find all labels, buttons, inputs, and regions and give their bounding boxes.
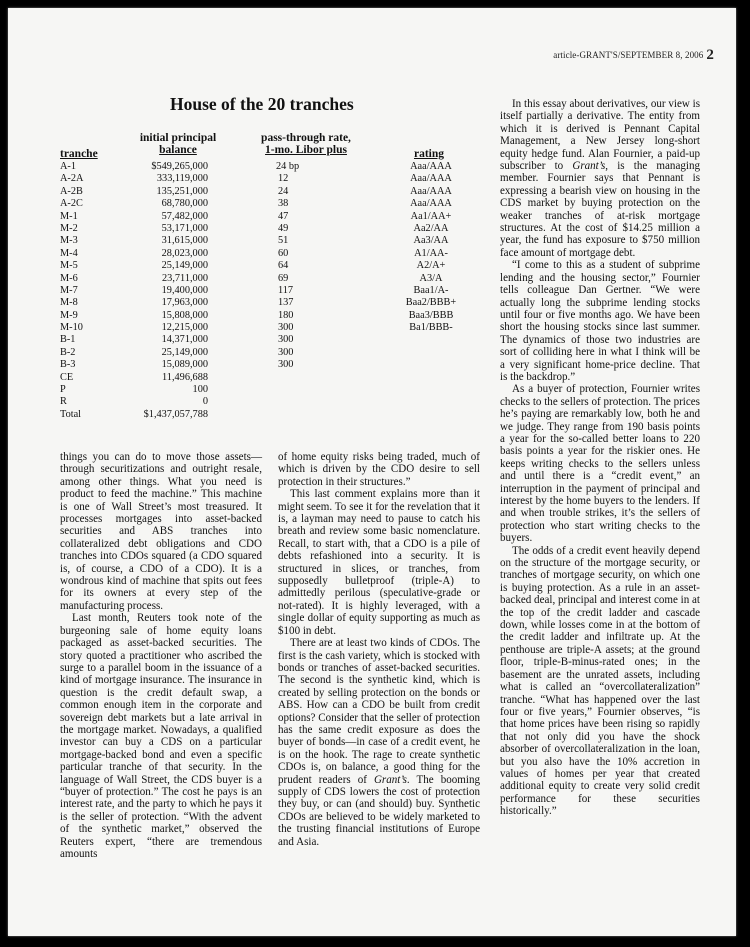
cell-rate: 117 xyxy=(278,284,294,296)
cell-rating: Baa2/BBB+ xyxy=(405,297,457,309)
cell-tranche: M-9 xyxy=(60,309,78,321)
table-row xyxy=(60,211,480,223)
col-header-rate-line1: pass-through rate, xyxy=(261,132,351,144)
running-header xyxy=(553,46,714,63)
paragraph-text: There are at least two kinds of CDOs. The first is the cash variety, which is stocked with bonds or tranches of asset-backed securities. The second is the synthetic kind, which is created by selling protection on the bonds or ABS. How can a CDO be built from credit options? Consider that the seller of protection has the same credit exposure as does the buyer of bonds—in case of a credit event, he is on the hook. The rage to create synthetic CDOs is, on balance, a good thing for the prudent readers of xyxy=(278,637,480,786)
paragraph: This last comment explains more than it might seem. To see it for the revelation that it is, a layman may need to pause to catch his breath and review some basic nomenclature. Recall, to start with, that a CDO is a pile of debts refashioned into a security. It is structured in slices, or tranches, from supposedly bulletproof (triple-A) to admittedly perilous (speculative-grade or not-rated). It is highly leveraged, with a single dollar of equity supporting as much as $100 in debt. xyxy=(278,488,480,637)
cell-rate: 24 bp xyxy=(276,161,300,172)
col-header-rate xyxy=(248,132,364,156)
cell-rate: 300 xyxy=(278,359,294,371)
table-row xyxy=(60,173,480,185)
publication-name: Grant’s xyxy=(373,773,407,786)
table-row xyxy=(60,322,480,334)
cell-rate: 300 xyxy=(278,322,294,334)
table-row xyxy=(60,396,480,408)
cell-rate: 24 xyxy=(278,185,289,197)
cell-balance: 23,711,000 xyxy=(162,272,208,284)
cell-balance: 15,089,000 xyxy=(161,359,208,371)
cell-rate: 64 xyxy=(278,260,289,272)
paragraph: As a buyer of protection, Fournier writes checks to the sellers of protection. The prices he’s paying are remarkably low, both he and we judge. They range from 190 basis points a year for the so-called better loans to 220 basis points a year for the riskier ones. He keeps writing checks to the sellers unless and until there is a “credit event,” an interruption in the payment of principal and interest by the home buyers to the lenders. If and when trouble strikes, it’s the sellers of protection who start writing checks to the buyers. xyxy=(500,383,700,545)
col-header-balance-line2: balance xyxy=(159,144,197,156)
cell-rating: A2/A+ xyxy=(416,260,446,272)
running-head-text: article-GRANT'S/SEPTEMBER 8, 2006 xyxy=(553,50,704,60)
cell-tranche: M-2 xyxy=(60,222,78,234)
page-number: 2 xyxy=(706,47,714,63)
text-column-2 xyxy=(278,451,480,848)
cell-rating: Aa2/AA xyxy=(413,222,449,234)
cell-tranche: M-6 xyxy=(60,272,78,284)
table-row xyxy=(60,161,480,173)
table-title: House of the 20 tranches xyxy=(170,94,354,114)
cell-balance: 135,251,000 xyxy=(156,185,208,197)
cell-rating: A3/A xyxy=(419,272,443,284)
cell-rate: 300 xyxy=(278,346,294,358)
paragraph-text: , is the managing member. Fournier says that Pennant is expressing a bearish view on housing in the CDS market by buying protection on the weaker tranches of at-risk mortgage structures. At the cost of $14.25 million a year, the fund has exposure to $750 million face amount of mortgage debt. xyxy=(500,160,700,259)
paragraph: Last month, Reuters took note of the burgeoning sale of home equity loans packaged as asset-backed securities. The story quoted a practitioner who ascribed the surge to a parallel boom in the issuance of a kind of mortgage insurance. The insurance in question is the credit default swap, a common enough item in the corporate and sovereign debt markets but a late arrival in the mortgage market. Nowadays, a qualified investor can buy a CDS on a particular mortgage-backed bond and even a specific particular tranche of that security. In the language of Wall Street, the CDS buyer is a “buyer of protection.” The cost he pays is an interest rate, and the party to which he pays it is the seller of protection. “With the advent of the synthetic market,” observed the Reuters expert, “there are tremendous amounts xyxy=(60,612,262,860)
col-header-tranche: tranche xyxy=(60,148,98,160)
table-row xyxy=(60,198,480,210)
cell-balance: 12,215,000 xyxy=(161,322,208,334)
table-row xyxy=(60,347,480,359)
cell-tranche: A-2B xyxy=(60,185,83,197)
cell-balance: 0 xyxy=(202,396,208,408)
cell-balance: 31,615,000 xyxy=(161,235,208,247)
cell-rating: A1/AA- xyxy=(414,247,448,259)
cell-tranche: M-8 xyxy=(60,297,78,309)
cell-tranche: P xyxy=(60,384,66,396)
cell-balance: $549,265,000 xyxy=(151,161,208,172)
cell-tranche: CE xyxy=(60,371,74,383)
cell-balance: 11,496,688 xyxy=(162,371,208,383)
cell-balance: 100 xyxy=(192,384,208,396)
tranche-table xyxy=(60,124,480,439)
cell-balance: 28,023,000 xyxy=(161,247,208,259)
table-row xyxy=(60,285,480,297)
cell-balance: 333,119,000 xyxy=(156,173,208,185)
paragraph: of home equity risks being traded, much of which is driven by the CDO desire to sell protection in their structures.” xyxy=(278,451,480,488)
cell-rate: 137 xyxy=(278,297,294,309)
paragraph-text: In this essay about derivatives, our view is itself partially a derivative. The entity from which it is derived is Pennant Capital Management, a New Jersey long-short equity hedge fund. Alan Fournier, a paid-up subscriber to xyxy=(500,98,700,173)
text-column-3 xyxy=(500,98,700,818)
cell-rate: 49 xyxy=(278,222,289,234)
table-row xyxy=(60,359,480,371)
table-row xyxy=(60,248,480,260)
cell-tranche: Total xyxy=(60,408,82,420)
publication-name: Grant’s xyxy=(572,160,606,173)
cell-rating: Baa3/BBB xyxy=(408,309,454,321)
col-header-rating: rating xyxy=(413,148,445,160)
cell-rating: Aaa/AAA xyxy=(410,161,452,172)
cell-tranche: M-5 xyxy=(60,260,78,272)
cell-rating: Aaa/AAA xyxy=(410,185,452,197)
cell-balance: 14,371,000 xyxy=(161,334,208,346)
cell-tranche: R xyxy=(60,396,67,408)
cell-balance: $1,437,057,788 xyxy=(143,408,208,420)
cell-tranche: M-4 xyxy=(60,247,78,259)
text-column-1 xyxy=(60,451,262,860)
paragraph: “I come to this as a student of subprime lending and the housing sector,” Fournier tells colleague Dan Gertner. “We were actually long the subprime lending stocks until four or five months ago. We have been short the housing stocks since last summer. The dynamics of those two industries are sort of colliding here in what I think will be a very significant home-price decline. That is the backdrop.” xyxy=(500,259,700,383)
cell-balance: 57,482,000 xyxy=(161,210,208,222)
cell-rate: 12 xyxy=(278,173,289,185)
cell-rating: Aaa/AAA xyxy=(410,173,452,185)
col-header-rate-line2: 1-mo. Libor plus xyxy=(265,144,347,156)
table-row xyxy=(60,235,480,247)
cell-tranche: M-1 xyxy=(60,210,78,222)
cell-rating: Baa1/A- xyxy=(413,284,449,296)
paragraph xyxy=(278,637,480,848)
cell-rate: 300 xyxy=(278,334,294,346)
table-row xyxy=(60,334,480,346)
cell-tranche: B-2 xyxy=(60,346,76,358)
table-row xyxy=(60,384,480,396)
cell-rate: 47 xyxy=(278,210,289,222)
paragraph xyxy=(500,98,700,259)
cell-tranche: A-1 xyxy=(60,161,77,172)
cell-tranche: M-10 xyxy=(60,322,83,334)
cell-tranche: B-3 xyxy=(60,359,76,371)
cell-rate: 60 xyxy=(278,247,289,259)
cell-tranche: A-2A xyxy=(60,173,84,185)
paragraph-text: . The booming supply of CDS lowers the cost of protection they buy, or can (and should) buy. Synthetic CDOs are believed to be widely marketed to the trusting financial institutions of Europe and Asia. xyxy=(278,773,480,848)
paragraph: The odds of a credit event heavily depend on the structure of the mortgage security, or tranches of mortgage security, on which one is buying protection. As a rule in an asset-backed deal, principal and interest come in at the top of the credit ladder and cascade down, while losses come in at the bottom of the credit ladder and infiltrate up. At the penthouse are triple-A assets; at the ground floor, triple-B-minus-rated ones; in the basement are the unrated assets, including what is called an “overcollateralization” tranche. “What has happened over the last four or five years,” Fournier observes, “is that home prices have been rising so rapidly that not only did you have the shock absorber of overcollateralization in the loan, but you also have the 10% accretion in values of homes per year that created additional equity to create very solid credit performance for these securities historically.” xyxy=(500,544,700,818)
cell-balance: 68,780,000 xyxy=(161,198,208,210)
table-body xyxy=(60,161,480,421)
cell-tranche: B-1 xyxy=(60,334,76,346)
cell-balance: 25,149,000 xyxy=(161,260,208,272)
table-row xyxy=(60,310,480,322)
table-row xyxy=(60,186,480,198)
table-row xyxy=(60,273,480,285)
cell-rate: 51 xyxy=(278,235,289,247)
document-page xyxy=(8,8,736,936)
paragraph: things you can do to move those assets—through securitizations and outright resale, among other things. What you need is product to feed the machine.” This machine is one of Wall Street’s most treasured. It processes mortgages into asset-backed securities and ABS tranches into collateralized debt obligations and CDO tranches into CDOs squared (a CDO squared is, of course, a CDO of a CDO). It is a wondrous kind of machine that spits out fees for its owners at every step of the manufacturing process. xyxy=(60,451,262,612)
table-row-total xyxy=(60,409,480,421)
cell-tranche: M-3 xyxy=(60,235,78,247)
cell-rating: Aa3/AA xyxy=(413,235,449,247)
cell-tranche: M-7 xyxy=(60,284,78,296)
cell-rate: 180 xyxy=(278,309,294,321)
table-row xyxy=(60,297,480,309)
col-header-balance-line1: initial principal xyxy=(139,132,217,144)
cell-balance: 25,149,000 xyxy=(161,346,208,358)
cell-rating: Aaa/AAA xyxy=(410,198,452,210)
table-row xyxy=(60,260,480,272)
cell-balance: 17,963,000 xyxy=(161,297,208,309)
cell-tranche: A-2C xyxy=(60,198,83,210)
table-row xyxy=(60,223,480,235)
cell-rating: Ba1/BBB- xyxy=(409,322,453,334)
cell-rating: Aa1/AA+ xyxy=(410,210,452,222)
cell-rate: 38 xyxy=(278,198,289,210)
cell-balance: 53,171,000 xyxy=(161,222,208,234)
cell-rate: 69 xyxy=(278,272,289,284)
col-header-balance xyxy=(126,132,230,156)
table-row xyxy=(60,372,480,384)
cell-balance: 15,808,000 xyxy=(161,309,208,321)
cell-balance: 19,400,000 xyxy=(161,284,208,296)
